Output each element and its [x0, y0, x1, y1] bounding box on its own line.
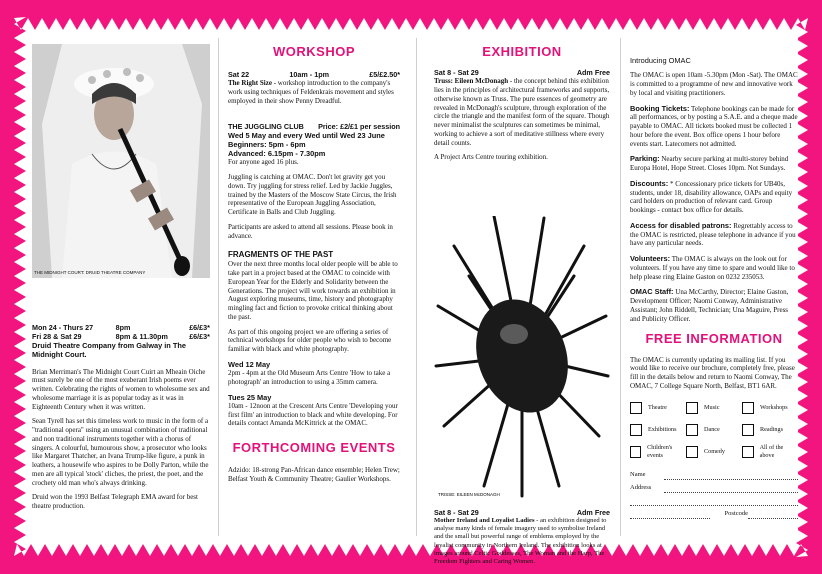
exhibition-line [434, 68, 610, 77]
checkbox[interactable] [686, 402, 698, 414]
checkbox-option[interactable] [686, 446, 742, 458]
juggling-price: Price: £2/£1 per session [318, 121, 400, 131]
fragments-date: Tues 25 May [228, 392, 272, 402]
address-label: Address [630, 484, 652, 492]
fragments-text: 2pm - 4pm at the Old Museum Arts Centre 'How to take a photograph' an introduction to using a 35mm camera. [228, 369, 391, 386]
checkbox-label: All of the above [759, 443, 784, 459]
checkbox-row [630, 419, 798, 441]
date: Sat 8 - Sat 29 [434, 68, 479, 78]
exhibition-description: Mother Ireland and Loyalist Ladies - an exhibition designed to analyse many kinds of female imagery used to symbolise Ireland and the small but powerful range of emblems employed by the loyalist community in Northern Ireland. The exhibition looks at images around Celtic Goddesses, The Woman and the Harp, The Freedom Fighters and Caring Women. [434, 517, 607, 566]
checkbox-label: Music [704, 403, 720, 411]
checkbox-option[interactable] [630, 444, 686, 460]
workshop-title: The Right Size [228, 79, 272, 88]
checkbox-label: Dance [704, 425, 720, 433]
sculpture-caption: TRISSE: EILEEN McDONAGH [438, 492, 500, 497]
exhibition-title: Truss: Eileen McDonagh [434, 77, 509, 86]
free-info-text: The OMAC is currently updating its mailing list. If you would like to receive our brochure, completely free, please fill in the details below and return to Naomi Conway, The OMAC, 7 College Square North, Belfast, BT1 6AR. [630, 355, 795, 390]
volunteers-info: Volunteers: The OMAC is always on the look out for volunteers. If you have any time to spare and would like to help please ring Elaine Gaston on 0232 235053. [630, 254, 795, 281]
checkbox-option[interactable] [742, 444, 798, 460]
checkbox-option[interactable] [630, 402, 686, 414]
juggling-text: Juggling is catching at OMAC. Don't let gravity get you down. Try juggling for stress relief. Led by Jackie Juggles, trained by the Masters of the Moscow State Circus, the Irish representative of the European Juggling Association, Certificate in Balls and Club Juggling. [228, 173, 397, 216]
juggling-title-line [228, 122, 400, 131]
panel-info [630, 38, 798, 536]
price: £5/£2.50* [369, 70, 400, 80]
workshop-heading: WORKSHOP [273, 44, 355, 59]
workshop-description: The Right Size - workshop introduction to the company's work using techniques of Feldenkrais movement and styles employed in their show Penny Dreadful. [228, 79, 394, 105]
juggling-beginners: Beginners: 5pm - 6pm [228, 139, 306, 149]
intro-text: The OMAC is open 10am -5.30pm (Mon -Sat). The OMAC is committed to a programme of new and innovative work by local and visiting practitioners. [630, 71, 798, 97]
price: £6/£3* [189, 332, 210, 341]
checkbox-option[interactable] [686, 402, 742, 414]
paragraph: Druid won the 1993 Belfast Telegraph EMA award for best theatre production. [32, 493, 198, 510]
name-field[interactable] [630, 467, 798, 480]
juggling-title: THE JUGGLING CLUB [228, 121, 304, 131]
checkbox-row [630, 397, 798, 419]
address-line-2[interactable] [630, 493, 798, 506]
staff-label: OMAC Staff: [630, 287, 674, 297]
address-line-3[interactable] [630, 506, 710, 519]
exhibition-2-block [434, 508, 610, 572]
checkbox[interactable] [630, 446, 641, 458]
postcode-line[interactable] [748, 506, 798, 519]
paragraph: Brian Merriman's The Midnight Court Cuirt an Mheain Oiche must surely be one of the most exuberant Irish poems ever written. Celebrating the rights of women to wholesome sex and wholesome marriage it is as popular today as it was in Eighteenth Century when it was written. [32, 367, 210, 411]
juggling-ages: For anyone aged 16 plus. [228, 158, 299, 167]
performance-line-1 [32, 323, 210, 332]
exhibition-description: Truss: Eileen McDonagh - the concept behind this exhibition lies in the principles of architectural frameworks and supports, otherwise known as Truss. The pure essences of geometry are revealed in McDonagh's sculpture, through exploration of the circle the triangle and the manifest form of the square. Though never minimalist the sculptures can sometimes be minimal, working to achieve a sort of meditative stillness where every detail counts. [434, 77, 610, 147]
access-info: Access for disabled patrons: Regrettably access to the OMAC is restricted, please telephone in advance if you have any particular needs. [630, 220, 796, 248]
clarinet-player-image [32, 44, 210, 278]
fold-line [416, 38, 417, 536]
fragments-text: As part of this ongoing project we are offering a series of technical workshops for older people who wish to become familiar with black and white photography. [228, 327, 392, 353]
exhibition-heading: EXHIBITION [482, 44, 562, 59]
panel-performance [32, 38, 210, 536]
price: £6/£3* [189, 323, 210, 332]
dates: Fri 28 & Sat 29 [32, 332, 82, 341]
checkbox-option[interactable] [686, 424, 742, 436]
booking-label: Booking Tickets: [630, 103, 690, 113]
booking-info: Booking Tickets: Telephone bookings can be made for all performances, or by posting a S.A.E. and a cheque made payable to OMAC. All tickets booked must be collected 1 hour before the event. Box office opens 1 hour before events start. Latecomers not admitted. [630, 103, 798, 148]
fold-line [218, 38, 219, 536]
parking-label: Parking: [630, 154, 660, 164]
fragments-text: Over the next three months local older people will be able to take part in a project based at the OMAC to coincide with European Year for the Elderly and Solidarity between the Generations. The project will work towards an exhibition in August exploring museums, time, history and photography mingling fact and fiction to provoke critical thinking about the past. [228, 260, 398, 321]
company-title: Druid Theatre Company from Galway in The Midnight Court. [32, 341, 186, 360]
checkbox[interactable] [630, 402, 642, 414]
checkbox[interactable] [630, 424, 642, 436]
performance-block [32, 323, 210, 517]
juggling-note: Participants are asked to attend all sessions. Please book in advance. [228, 222, 393, 240]
name-label: Name [630, 471, 646, 479]
price: Adm Free [576, 68, 610, 78]
checkbox-label: Comedy [704, 447, 725, 455]
checkbox[interactable] [742, 424, 754, 436]
checkbox-row [630, 441, 798, 463]
time: 10am - 1pm [289, 70, 329, 80]
address-field[interactable] [630, 480, 798, 493]
interest-checkboxes [630, 397, 798, 463]
name-line[interactable] [664, 467, 798, 480]
performer-photo [32, 44, 210, 278]
panel-exhibition [434, 38, 610, 566]
checkbox[interactable] [742, 402, 754, 414]
postcode-field[interactable] [630, 506, 798, 519]
exhibition-line [434, 508, 610, 517]
checkbox-label: Workshops [760, 403, 788, 411]
intro-title: Introducing OMAC [630, 56, 691, 65]
juggling-advanced: Advanced: 6.15pm - 7.30pm [228, 149, 326, 158]
checkbox-option[interactable] [742, 424, 798, 436]
fragments-text: 10am - 12noon at the Crescent Arts Centre 'Developing your first film' an introduction to black and white developing. For details contact Amanda McKittrick at the OMAC. [228, 401, 398, 428]
checkbox-label: Exhibitions [648, 425, 677, 433]
address-line[interactable] [664, 480, 798, 493]
parking-info: Parking: Nearby secure parking at multi-storey behind Europa Hotel, Hope Street. Closes 10pm. Not Sundays. [630, 154, 789, 172]
access-label: Access for disabled patrons: [630, 220, 732, 230]
price: Adm Free [576, 508, 610, 517]
volunteers-label: Volunteers: [630, 254, 671, 263]
forthcoming-text: Adzido: 18-strong Pan-African dance ensemble; Helen Trew; Belfast Youth & Community Theatre; Gaulier Workshops. [228, 466, 400, 483]
sculpture-svg [434, 216, 610, 500]
juggling-dates: Wed 5 May and every Wed until Wed 23 June [228, 130, 385, 140]
checkbox[interactable] [742, 446, 754, 458]
dates: Mon 24 - Thurs 27 [32, 323, 94, 332]
forthcoming-heading: FORTHCOMING EVENTS [232, 440, 396, 455]
time: 8pm [115, 323, 131, 332]
checkbox[interactable] [686, 424, 698, 436]
photo-caption: THE MIDNIGHT COURT: DRUID THEATRE COMPANY [34, 270, 146, 276]
performance-line-2 [32, 332, 210, 341]
tour-note: A Project Arts Centre touring exhibition. [434, 153, 548, 162]
panel-workshop [228, 38, 400, 536]
paragraph: Sean Tyrell has set this timeless work to music in the form of a "traditional opera" using an unusual combination of traditional and non traditional instruments together with a chorus of singers. A colourful, humourous show, a prosecutor who looks like Margaret Thatcher, an Ivana Trump-like figure, a punk in leathers, a housewife who aspires to be Dolly Parton, while the men are all typical 'stock' cliches, the priest, the poet, and the crochety old man who's always drinking. [32, 417, 209, 487]
postcode-label: Postcode [724, 510, 748, 518]
date: Sat 22 [228, 70, 250, 80]
free-info-heading: FREE INFORMATION [645, 331, 783, 347]
staff-info: OMAC Staff: Una McCarthy, Director; Elaine Gaston, Development Officer; Naomi Conway, Administrative Assistant; John Riddell, Technician; Una Maguire, Press and Publicity Officer. [630, 287, 789, 323]
discounts-info: Discounts: * Concessionary price tickets for UB40s, students, under 18, disability allowance, OAPs and equity card holders on production of relevant card. Group bookings - contact box office for details. [630, 178, 793, 214]
sculpture-image [434, 216, 610, 500]
checkbox-label: Theatre [648, 403, 667, 411]
checkbox-label: Children's events [647, 443, 673, 459]
checkbox-option[interactable] [742, 402, 798, 414]
fold-line [620, 38, 621, 536]
checkbox-option[interactable] [630, 424, 686, 436]
fragments-date: Wed 12 May [228, 359, 271, 369]
checkbox-label: Readings [760, 425, 784, 433]
checkbox[interactable] [686, 446, 698, 458]
time: 8pm & 11.30pm [115, 332, 168, 341]
discounts-label: Discounts: [630, 178, 669, 188]
exhibition-title: Mother Ireland and Loyalist Ladies [434, 517, 535, 524]
workshop-line [228, 70, 400, 79]
date: Sat 8 - Sat 29 [434, 508, 479, 517]
fragments-title: FRAGMENTS OF THE PAST [228, 250, 334, 260]
